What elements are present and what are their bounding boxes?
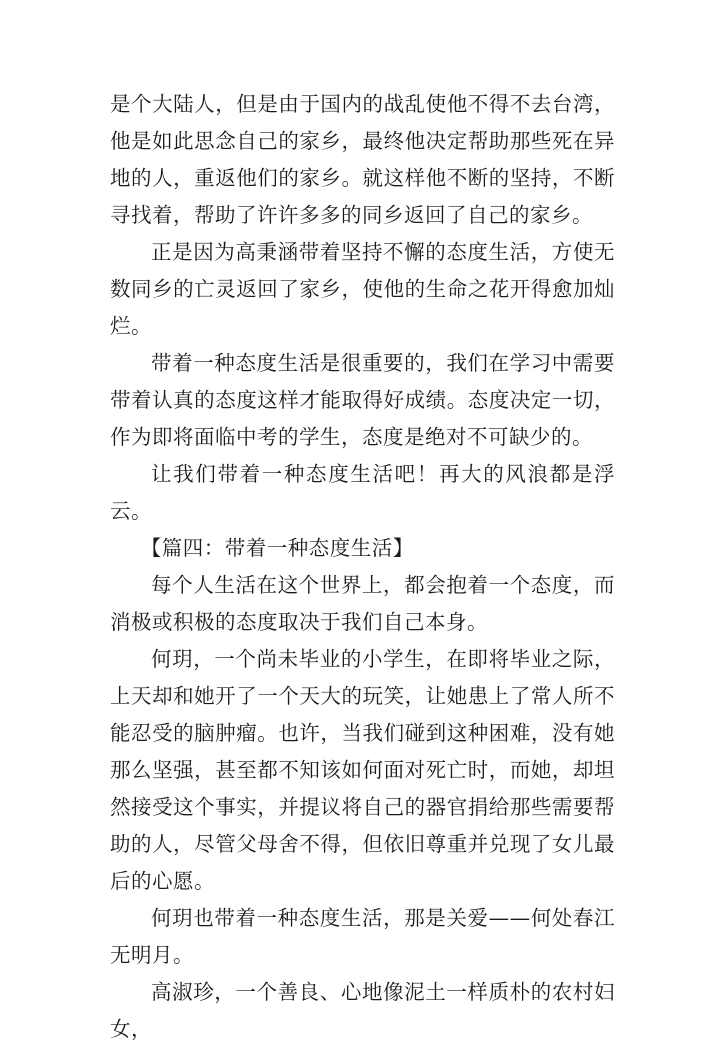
paragraph: 带着一种态度生活是很重要的，我们在学习中需要带着认真的态度这样才能取得好成绩。态度决定一切，作为即将面临中考的学生，态度是绝对不可缺少的。	[110, 351, 615, 449]
paragraph-continued: 是个大陆人，但是由于国内的战乱使他不得不去台湾，他是如此思念自己的家乡，最终他决定帮助那些死在异地的人，重返他们的家乡。就这样他不断的坚持，不断寻找着，帮助了许许多多的同乡返回了自己的家乡。	[110, 92, 615, 227]
paragraph: 高淑珍，一个善良、心地像泥土一样质朴的农村妇女，	[110, 980, 615, 1041]
paragraph: 每个人生活在这个世界上，都会抱着一个态度，而消极或积极的态度取决于我们自己本身。	[110, 573, 615, 634]
paragraph: 何玥也带着一种态度生活，那是关爱——何处春江无明月。	[110, 906, 615, 967]
paragraph: 何玥，一个尚未毕业的小学生，在即将毕业之际，上天却和她开了一个天大的玩笑，让她患上了常人所不能忍受的脑肿瘤。也许，当我们碰到这种困难，没有她那么坚强，甚至都不知该如何面对死亡时，而她，却坦然接受这个事实，并提议将自己的器官捐给那些需要帮助的人，尽管父母舍不得，但依旧尊重并兑现了女儿最后的心愿。	[110, 647, 615, 893]
paragraph: 正是因为高秉涵带着坚持不懈的态度生活，方使无数同乡的亡灵返回了家乡，使他的生命之花开得愈加灿烂。	[110, 240, 615, 338]
section-heading: 【篇四：带着一种态度生活】	[140, 536, 414, 560]
paragraph: 让我们带着一种态度生活吧！再大的风浪都是浮云。	[110, 462, 615, 523]
document-body	[110, 86, 615, 1048]
